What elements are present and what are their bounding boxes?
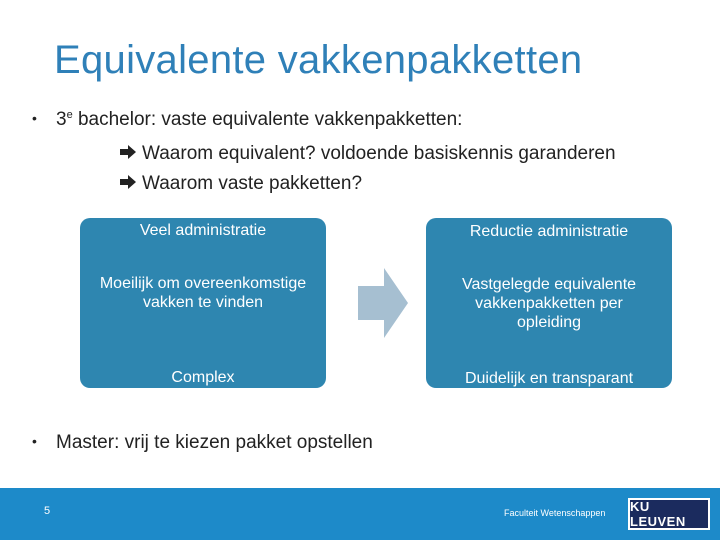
left-box-item-2: Moeilijk om overeenkomstige vakken te vinden xyxy=(99,275,307,311)
sub-point-vaste xyxy=(120,173,362,195)
right-box-item-2: Vastgelegde equivalente vakkenpakketten per opleiding xyxy=(461,276,637,331)
bullet-bachelor-prefix: 3 xyxy=(56,109,67,130)
right-arrow-icon xyxy=(120,143,142,165)
right-box-item-1: Reductie administratie xyxy=(469,223,629,240)
left-box-item-1: Veel administratie xyxy=(139,222,267,239)
bullet-icon: • xyxy=(32,433,37,449)
sub-point-vaste-text: Waarom vaste pakketten? xyxy=(142,173,363,194)
footer-bar xyxy=(0,488,720,540)
bullet-icon: • xyxy=(32,110,37,126)
bullet-master xyxy=(32,432,373,454)
slide-title: Equivalente vakkenpakketten xyxy=(54,38,583,82)
ku-leuven-logo: KU LEUVEN xyxy=(628,498,710,530)
sub-point-equivalent-text: Waarom equivalent? voldoende basiskennis garanderen xyxy=(142,143,616,164)
right-box-item-3: Duidelijk en transparant xyxy=(464,370,634,387)
left-box xyxy=(80,218,326,388)
bullet-bachelor-superscript: e xyxy=(66,109,73,121)
faculty-label: Faculteit Wetenschappen xyxy=(504,508,606,518)
bullet-bachelor-text: bachelor: vaste equivalente vakkenpakketten: xyxy=(72,109,463,130)
block-arrow-right-icon xyxy=(358,268,408,343)
bullet-bachelor xyxy=(32,109,462,131)
right-arrow-icon xyxy=(120,173,142,195)
sub-point-equivalent xyxy=(120,143,616,165)
page-number: 5 xyxy=(44,505,51,517)
left-box-item-3: Complex xyxy=(171,369,235,386)
right-box xyxy=(426,218,672,388)
bullet-master-text: Master: vrij te kiezen pakket opstellen xyxy=(56,432,373,453)
